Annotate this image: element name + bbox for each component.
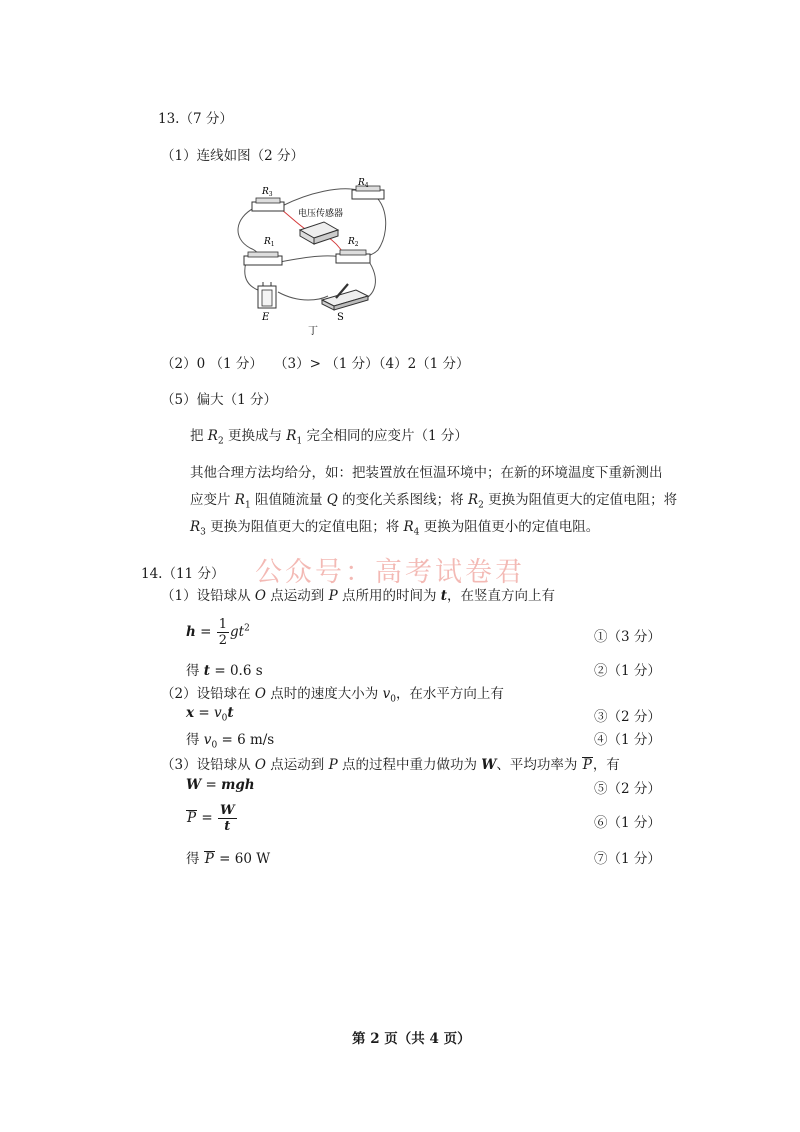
q13-part5: （5）偏大（1 分） [161,392,277,408]
q14-part1: （1）设铅球从 O 点运动到 P 点所用的时间为 t，在竖直方向上有 [161,588,555,604]
q13-part2: （2）0 （1 分） [161,356,263,372]
wire [245,262,258,290]
q14-eq2: 得 t = 0.6 s [186,663,263,679]
wire [352,194,386,258]
q13-alt-line2: 应变片 $R_1$ 阻值随流量 Q 的变化关系图线；将 $R_2$ 更换为阻值更大的定值电阻；将 [190,492,678,511]
q14-score4: ④（1 分） [594,732,661,748]
figure-caption: 丁 [308,326,318,337]
q14-score2: ②（1 分） [594,663,661,679]
q14-eq1: h = $\frac{1}{2}$ $gt^2$ [186,617,250,648]
q14-part3: （3）设铅球从 O 点运动到 P 点的过程中重力做功为 W、平均功率为 P，有 [161,757,620,773]
label-e: E [262,312,270,323]
label-s: S [337,312,344,323]
label-r2: $R_2$ [348,237,359,248]
q14-score5: ⑤（2 分） [594,781,661,797]
circuit-diagram [230,178,390,338]
wire [282,189,358,206]
q14-eq7: 得 P = 60 W [186,851,271,867]
q13-part5-answer: 把 $R_2$ 更换成与 $R_1$ 完全相同的应变片（1 分） [190,428,468,447]
q13-part4: （4）2（1 分） [372,356,470,372]
q14-score3: ③（2 分） [594,709,661,725]
q14-part2: （2）设铅球在 O 点时的速度大小为 $v_0$，在水平方向上有 [161,686,504,705]
q13-part3: （3）> （1 分） [274,356,379,372]
page-footer: 第 2 页（共 4 页） [352,1031,471,1047]
q13-alt-line1: 其他合理方法均给分，如：把装置放在恒温环境中；在新的环境温度下重新测出 [190,465,663,481]
label-r1: $R_1$ [264,237,275,248]
label-r4: $R_4$ [358,178,369,189]
label-r3: $R_3$ [262,187,273,198]
q14-eq6: P = $\frac{W}{t}$ [187,803,235,834]
q13-alt-line3: $R_3$ 更换为阻值更大的定值电阻；将 $R_4$ 更换为阻值更小的定值电阻。 [190,519,600,538]
q14-score6: ⑥（1 分） [594,815,661,831]
q14-title: 14.（11 分） [141,566,225,582]
q14-score7: ⑦（1 分） [594,851,661,867]
q14-eq5: W = mgh [186,777,255,793]
q14-eq3: $x = v_0t$ [186,705,234,724]
wire [278,292,328,300]
watermark: 公众号：高考试卷君 [255,557,525,588]
label-voltage-sensor: 电压传感器 [298,209,344,219]
q13-part1: （1）连线如图（2 分） [161,148,304,164]
q14-eq4: 得 $v_0 = 6$ m/s [186,732,275,751]
q14-score1: ①（3 分） [594,629,661,645]
q13-title: 13.（7 分） [158,111,233,127]
